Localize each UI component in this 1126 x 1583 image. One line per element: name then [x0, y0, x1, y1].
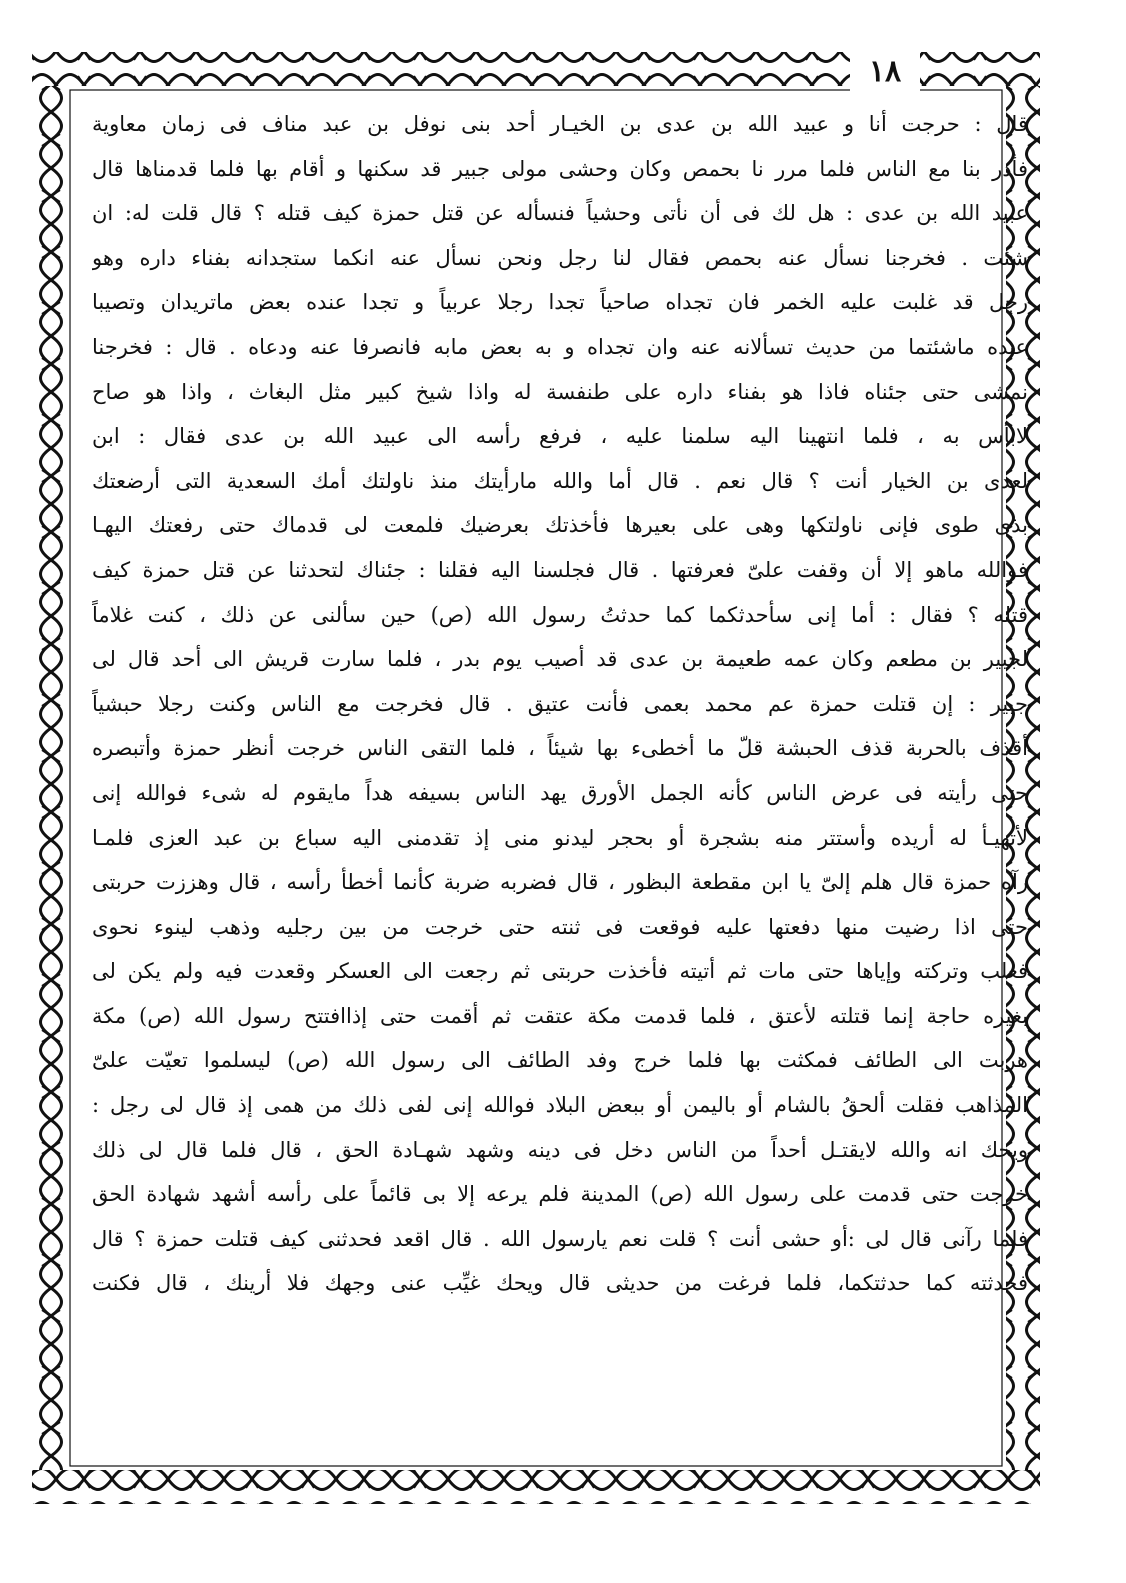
text-line: فأدر بنا مع الناس فلما مرر نا بحمص وكان وحشى مولى جبير قد سكنها و أقام بها فلما قدمناها قال [92, 156, 1028, 181]
text-line: فوالله ماهو إلا أن وقفت علىّ فعرفتها . قال فجلسنا اليه فقلنا : جئناك لتحدثنا عن قتل حمزة كيف [92, 557, 1028, 582]
text-line: نمشى حتى جئناه فاذا هو بفناء داره على طنفسة له واذا شيخ كبير مثل البغاث ، واذا هو صاح [92, 379, 1028, 404]
border-left [32, 86, 66, 1470]
text-line: شئت . فخرجنا نسأل عنه بحمص فقال لنا رجل ونحن نسأل عنه انكما ستجدانه بفناء داره وهو [92, 245, 1028, 270]
text-line: أقذف بالحربة قذف الحبشة قلّ ما أخطىء بها شيئاً ، فلما التقى الناس خرجت أنظر حمزة وأتبصره [92, 736, 1028, 761]
text-line: فغلب وتركته وإياها حتى مات ثم أتيته فأخذت حربتى ثم رجعت الى العسكر وقعدت فيه ولم يكن لى [92, 959, 1028, 984]
text-line: رآه حمزة قال هلم إلىّ يا ابن مقطعة البظور ، قال فضربه ضربة كأنما أخطأ رأسه ، قال وهززت حربتى [92, 870, 1028, 895]
text-line: فلما رآنى قال لى :أو حشى أنت ؟ قلت نعم يارسول الله . قال اقعد فحدثنى كيف قتلت حمزة ؟ قال [92, 1226, 1028, 1251]
text-line: رجل قد غلبت عليه الخمر فان تجداه صاحياً تجدا رجلا عربياً و تجدا عنده بعض ماتريدان وتصيبا [92, 290, 1028, 315]
text-line: حتى رأيته فى عرض الناس كأنه الجمل الأورق يهد الناس بسيفه هداً مايقوم له شىء فوالله إنى [92, 780, 1028, 805]
text-line: حتى اذا رضيت منها دفعتها عليه فوقعت فى ثنته حتى خرجت من بين رجليه وذهب لينوء نحوى [92, 914, 1028, 939]
text-line: لأتهيـأ له أريده وأستتر منه بشجرة أو بحجر ليدنو منى إذ تقدمنى اليه سباع بن عبد العزى فلمـا [92, 825, 1028, 850]
text-line: لجبير بن مطعم وكان عمه طعيمة بن عدى قد أصيب يوم بدر ، فلما سارت قريش الى أحد قال لى [92, 647, 1028, 672]
text-line: ويحك انه والله لايقتـل أحداً من الناس دخل فى دينه وشهد شهـادة الحق ، قال فلما قال لى ذلك [92, 1137, 1028, 1162]
text-line: لابأس به ، فلما انتهينا اليه سلمنا عليه ، فرفع رأسه الى عبيد الله بن عدى فقال : ابن [92, 424, 1028, 449]
text-line: عبيد الله بن عدى : هل لك فى أن نأتى وحشياً فنسأله عن قتل حمزة كيف قتله ؟ قال قلت له: ان [92, 201, 1028, 226]
text-line: المذاهب فقلت ألحقُ بالشام أو باليمن أو ببعض البلاد فوالله إنى لفى ذلك من همى إذ قال لى رجل : [92, 1093, 1028, 1118]
body-text [92, 102, 1028, 1464]
text-line: لعدى بن الخيار أنت ؟ قال نعم . قال أما والله مارأيتك منذ ناولتك أمك السعدية التى أرضعتك [92, 468, 1028, 493]
text-line: فحدثته كما حدثتكما، فلما فرغت من حديثى قال ويحك غيِّب عنى وجهك فلا أرينك ، قال فكنت [92, 1271, 1028, 1296]
border-bottom [32, 1470, 1040, 1504]
text-line: بغيره حاجة إنما قتلته لأعتق ، فلما قدمت مكة عتقت ثم أقمت حتى إذاافتتح رسول الله (ص) مكة [92, 1003, 1028, 1028]
text-line: جبير : إن قتلت حمزة عم محمد بعمى فأنت عتيق . قال فخرجت مع الناس وكنت رجلا حبشياً [92, 691, 1028, 716]
text-line: بذى طوى فإنى ناولتكها وهى على بعيرها فأخذتك بعرضيك فلمعت لى قدماك حتى رفعتك اليهـا [92, 513, 1028, 538]
text-line: خرجت حتى قدمت على رسول الله (ص) المدينة فلم يرعه إلا بى قائماً على رأسه أشهد شهادة الحق [92, 1182, 1028, 1207]
page-number: ١٨ [850, 52, 920, 92]
text-line: عنده ماشئتما من حديث تسألانه عنه وان تجداه و به بعض مابه فانصرفا عنه ودعاه . قال : فخرجنا [92, 334, 1028, 359]
text-line: قال : حرجت أنا و عبيد الله بن عدى بن الخيـار أحد بنى نوفل بن عبد مناف فى زمان معاوية [92, 112, 1028, 136]
text-line: قتله ؟ فقال : أما إنى سأحدثكما كما حدثتُ رسول الله (ص) حين سألنى عن ذلك ، كنت غلاماً [92, 602, 1028, 627]
text-line: هربت الى الطائف فمكثت بها فلما خرج وفد الطائف الى رسول الله (ص) ليسلموا تعيّت علىّ [92, 1048, 1028, 1073]
